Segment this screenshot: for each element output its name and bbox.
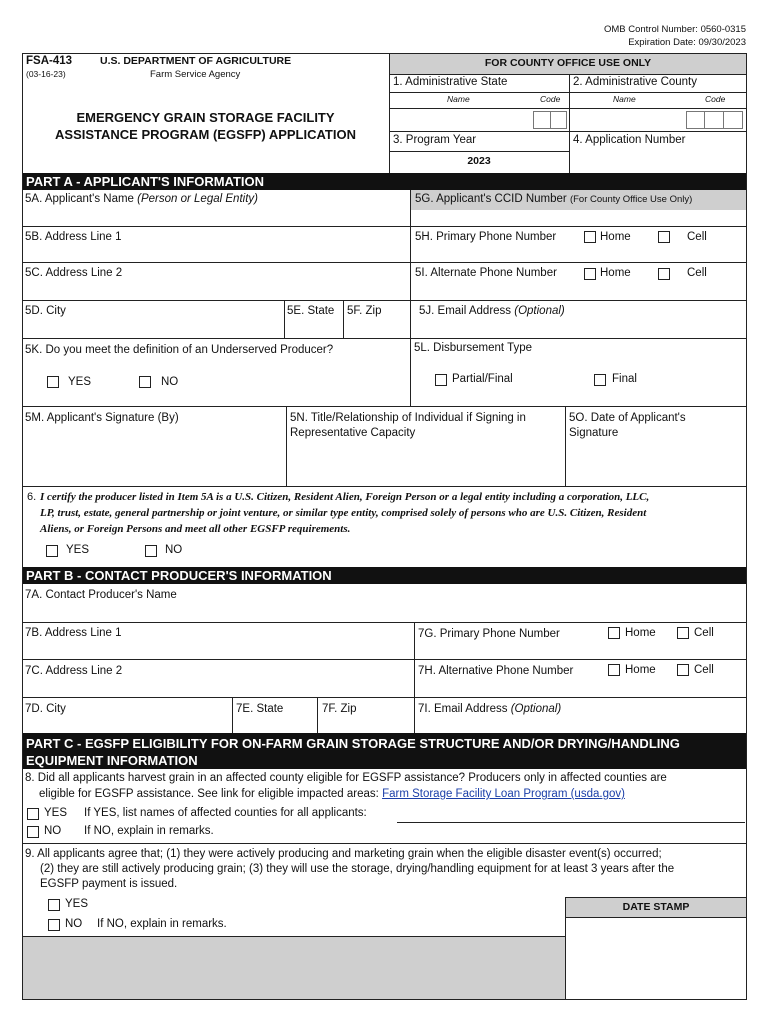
q8-counties-input-line[interactable] <box>397 822 745 823</box>
contact-alt-cell-checkbox[interactable] <box>677 664 689 676</box>
q6-yes-checkbox[interactable] <box>46 545 58 557</box>
q8-no-label: NO <box>44 825 62 837</box>
contact-address1-label: 7B. Address Line 1 <box>25 627 122 639</box>
contact-city-label: 7D. City <box>25 703 66 715</box>
state-code-sublabel: Code <box>540 94 561 104</box>
form-date: (03-16-23) <box>26 69 66 79</box>
contact-alt-home-checkbox[interactable] <box>608 664 620 676</box>
program-year-value: 2023 <box>467 155 491 167</box>
county-code-input[interactable] <box>686 111 743 129</box>
form-number: FSA-413 <box>26 55 73 67</box>
address-line1-label: 5B. Address Line 1 <box>25 231 122 243</box>
admin-county-label: 2. Administrative County <box>573 76 698 88</box>
q8-no-checkbox[interactable] <box>27 826 39 838</box>
q9-no-instruction: If NO, explain in remarks. <box>97 918 227 930</box>
q9-text-line2: (2) they are still actively producing grain; (3) they will use the storage, drying/handling equipment for at least 3 years after the <box>40 863 675 875</box>
q6-text-line2: LP, trust, estate, general partnership or joint venture, or similar type entity, comprised solely of persons who are U.S. Citizen, Resident <box>40 507 647 519</box>
agency-department: U.S. DEPARTMENT OF AGRICULTURE <box>100 55 292 67</box>
county-name-sublabel: Name <box>613 94 636 104</box>
underserved-yes-checkbox[interactable] <box>47 376 59 388</box>
contact-zip-label: 7F. Zip <box>322 703 357 715</box>
part-b-heading: PART B - CONTACT PRODUCER'S INFORMATION <box>23 567 746 584</box>
q9-text-line1: 9. All applicants agree that; (1) they were actively producing and marketing grain when the eligible disaster event(s) occurred; <box>25 848 662 860</box>
q6-no-label: NO <box>165 544 183 556</box>
part-c-heading-line2: EQUIPMENT INFORMATION <box>26 753 198 768</box>
underserved-yes-label: YES <box>68 376 92 388</box>
contact-primary-phone-label: 7G. Primary Phone Number <box>418 628 560 640</box>
underserved-no-label: NO <box>161 376 179 388</box>
disbursement-partial-label: Partial/Final <box>452 373 513 385</box>
omb-control-number: OMB Control Number: 0560-0315 <box>603 24 746 35</box>
primary-phone-cell-checkbox[interactable] <box>658 231 670 243</box>
primary-phone-home-label: Home <box>600 231 631 243</box>
application-number-label: 4. Application Number <box>573 134 686 146</box>
q8-text-line1: 8. Did all applicants harvest grain in an affected county eligible for EGSFP assistance? Producers only in affected counties are <box>25 772 667 784</box>
title-relationship-label-1: 5N. Title/Relationship of Individual if Signing in <box>290 412 526 424</box>
q6-text-line3: Aliens, or Foreign Persons and meet all other EGSFP requirements. <box>40 523 351 535</box>
applicant-name-label: 5A. Applicant's Name (Person or Legal Entity) <box>25 193 258 205</box>
title-relationship-label-2: Representative Capacity <box>290 427 416 439</box>
q9-yes-checkbox[interactable] <box>48 899 60 911</box>
signature-label: 5M. Applicant's Signature (By) <box>25 412 179 424</box>
part-a-heading: PART A - APPLICANT'S INFORMATION <box>23 173 746 190</box>
contact-name-label: 7A. Contact Producer's Name <box>25 589 177 601</box>
county-code-sublabel: Code <box>705 94 726 104</box>
disbursement-final-checkbox[interactable] <box>594 374 606 386</box>
part-c-heading <box>23 733 746 769</box>
q8-eligibility-link[interactable]: Farm Storage Facility Loan Program (usda.gov) <box>382 788 625 800</box>
q8-yes-label: YES <box>44 807 68 819</box>
contact-primary-home-checkbox[interactable] <box>608 627 620 639</box>
q6-number: 6. <box>27 491 37 503</box>
address-line2-label: 5C. Address Line 2 <box>25 267 123 279</box>
contact-primary-cell-checkbox[interactable] <box>677 627 689 639</box>
alternate-phone-home-checkbox[interactable] <box>584 268 596 280</box>
admin-state-label: 1. Administrative State <box>393 76 508 88</box>
alternate-phone-cell-checkbox[interactable] <box>658 268 670 280</box>
q9-yes-label: YES <box>65 898 89 910</box>
contact-alt-cell-label: Cell <box>694 664 714 676</box>
bottom-shaded-area <box>23 937 565 999</box>
primary-phone-cell-label: Cell <box>687 231 707 243</box>
q6-text-line1: I certify the producer listed in Item 5A is a U.S. Citizen, Resident Alien, Foreign Person or a legal entity including a corporation, LLC, <box>40 491 650 503</box>
county-office-heading: FOR COUNTY OFFICE USE ONLY <box>484 57 652 69</box>
contact-alt-phone-label: 7H. Alternative Phone Number <box>418 665 574 677</box>
q8-yes-checkbox[interactable] <box>27 808 39 820</box>
contact-primary-home-label: Home <box>625 627 656 639</box>
city-label: 5D. City <box>25 305 66 317</box>
contact-primary-cell-label: Cell <box>694 627 714 639</box>
part-c-heading-line1: PART C - EGSFP ELIGIBILITY FOR ON-FARM GRAIN STORAGE STRUCTURE AND/OR DRYING/HANDLING <box>26 736 680 751</box>
underserved-no-checkbox[interactable] <box>139 376 151 388</box>
q9-no-checkbox[interactable] <box>48 919 60 931</box>
zip-label: 5F. Zip <box>347 305 382 317</box>
contact-address2-label: 7C. Address Line 2 <box>25 665 123 677</box>
disbursement-final-label: Final <box>612 373 637 385</box>
date-stamp-heading: DATE STAMP <box>622 901 690 913</box>
state-label: 5E. State <box>287 305 335 317</box>
email-label: 5J. Email Address (Optional) <box>419 305 565 317</box>
primary-phone-label: 5H. Primary Phone Number <box>415 231 557 243</box>
signature-date-label-1: 5O. Date of Applicant's <box>569 412 686 424</box>
agency-name: Farm Service Agency <box>150 69 241 80</box>
contact-email-label: 7I. Email Address (Optional) <box>418 703 562 715</box>
signature-date-label-2: Signature <box>569 427 619 439</box>
q8-no-instruction: If NO, explain in remarks. <box>84 825 214 837</box>
alternate-phone-label: 5I. Alternate Phone Number <box>415 267 557 279</box>
program-year-label: 3. Program Year <box>393 134 477 146</box>
q8-text-line2: eligible for EGSFP assistance. See link for eligible impacted areas: Farm Storage Facility Loan Program (usda.gov) <box>39 788 625 800</box>
ccid-label: 5G. Applicant's CCID Number (For County Office Use Only) <box>415 193 693 205</box>
state-name-sublabel: Name <box>447 94 470 104</box>
omb-expiration: Expiration Date: 09/30/2023 <box>628 37 746 48</box>
contact-alt-home-label: Home <box>625 664 656 676</box>
contact-state-label: 7E. State <box>236 703 284 715</box>
q6-no-checkbox[interactable] <box>145 545 157 557</box>
q6-yes-label: YES <box>66 544 90 556</box>
alternate-phone-cell-label: Cell <box>687 267 707 279</box>
disbursement-partial-checkbox[interactable] <box>435 374 447 386</box>
q9-no-label: NO <box>65 918 83 930</box>
underserved-question: 5K. Do you meet the definition of an Underserved Producer? <box>25 344 334 356</box>
q9-text-line3: EGSFP payment is issued. <box>40 878 178 890</box>
primary-phone-home-checkbox[interactable] <box>584 231 596 243</box>
disbursement-type-label: 5L. Disbursement Type <box>414 342 533 354</box>
form-title-line2: ASSISTANCE PROGRAM (EGSFP) APPLICATION <box>55 127 356 142</box>
alternate-phone-home-label: Home <box>600 267 631 279</box>
form-title-line1: EMERGENCY GRAIN STORAGE FACILITY <box>76 110 335 125</box>
q8-yes-instruction: If YES, list names of affected counties for all applicants: <box>84 807 367 819</box>
